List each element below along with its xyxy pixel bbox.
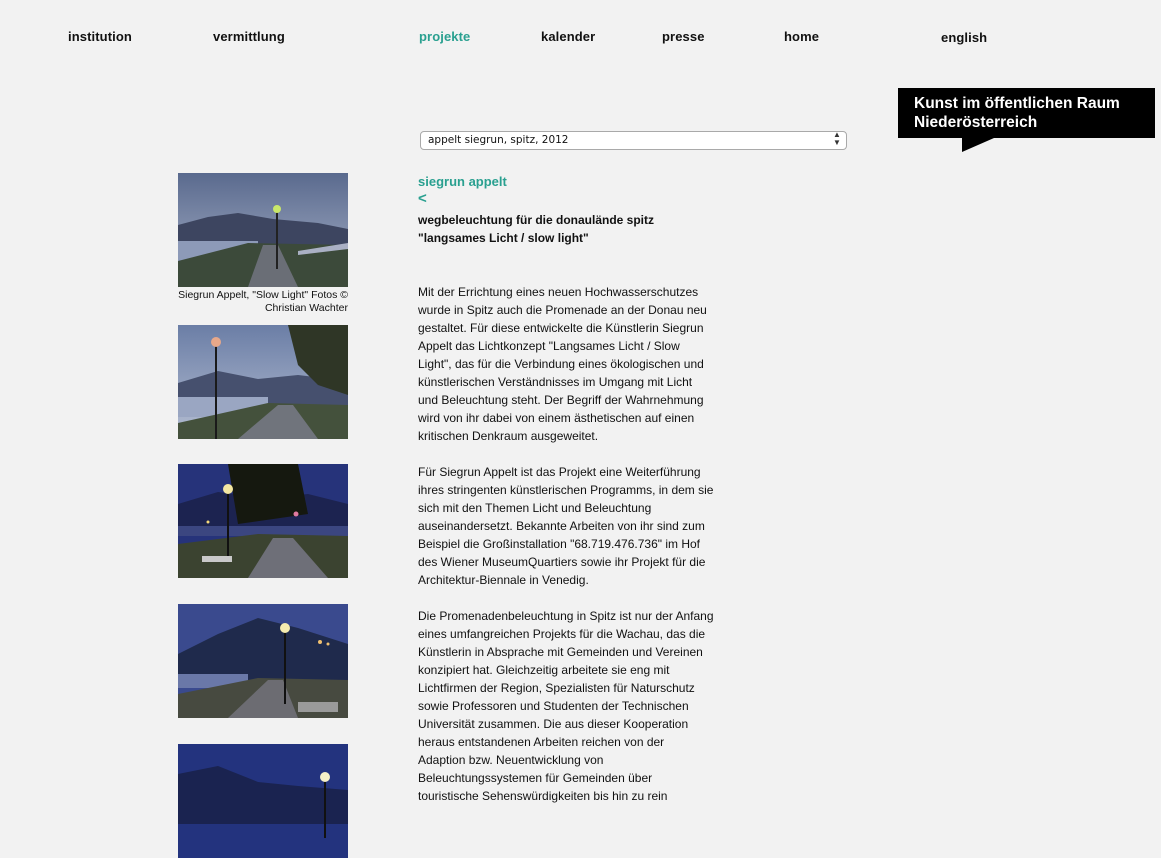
logo-line-1: Kunst im öffentlichen Raum — [914, 95, 1120, 112]
kunst-im-oeffentlichen-raum-logo[interactable] — [898, 88, 1155, 138]
nav-home[interactable]: home — [784, 29, 820, 44]
photo-promenade-night-3 — [178, 464, 348, 578]
gallery-image-3[interactable] — [178, 464, 348, 578]
artist-name: siegrun appelt — [418, 174, 507, 189]
gallery-image-4[interactable] — [178, 604, 348, 718]
photo-promenade-dusk-2 — [178, 325, 348, 439]
article-paragraph: Die Promenadenbeleuchtung in Spitz ist nur der Anfang eines umfangreichen Projekts für die Wachau, das die Künstlerin in Absprache mit Gemeinden und Vereinen konzipiert hat. Gleichzeitig arbeitete sie eng mit Lichtfirmen der Region, Spezialisten für Naturschutz sowie Professoren und Studenten der Technischen Universität zusammen. Die aus dieser Kooperation heraus entstandenen Arbeiten reichen von der Adaption bzw. Neuentwicklung von Beleuchtungssystemen für Gemeinden über touristische Sehenswürdigkeiten bis hin zu rein — [418, 609, 714, 803]
nav-institution[interactable]: institution — [68, 29, 132, 44]
nav-projekte[interactable]: projekte — [419, 29, 471, 44]
gallery-image-5[interactable] — [178, 744, 348, 858]
photo-promenade-dusk-1 — [178, 173, 348, 287]
article-paragraph: Für Siegrun Appelt ist das Projekt eine Weiterführung ihres stringenten künstlerischen Programms, in dem sie sich mit den Themen Licht und Beleuchtung auseinandersetzt. Bekannte Arbeiten von ihr sind zum Beispiel die Großinstallation "68.719.476.736" im Hof des Wiener MuseumQuartiers sowie ihr Projekt für die Architektur-Biennale in Venedig. — [418, 465, 714, 587]
nav-presse[interactable]: presse — [662, 29, 705, 44]
project-title-line-2: "langsames Licht / slow light" — [418, 231, 589, 245]
gallery-image-2[interactable] — [178, 325, 348, 439]
project-select-dropdown[interactable] — [420, 131, 847, 150]
gallery-photo-credit: Siegrun Appelt, "Slow Light" Fotos © Christian Wachter — [178, 289, 348, 314]
project-title-line-1: wegbeleuchtung für die donaulände spitz — [418, 213, 655, 227]
gallery-image-1[interactable] — [178, 173, 348, 287]
project-select-value: appelt siegrun, spitz, 2012 — [428, 134, 569, 146]
updown-arrows-icon: ▲ ▼ — [833, 130, 841, 147]
photo-promenade-night-5 — [178, 744, 348, 858]
logo-line-2: Niederösterreich — [914, 114, 1038, 131]
logo-speech-tail — [962, 138, 994, 152]
nav-english[interactable]: english — [941, 30, 988, 45]
article-body — [418, 283, 714, 823]
nav-kalender[interactable]: kalender — [541, 29, 596, 44]
nav-vermittlung[interactable]: vermittlung — [213, 29, 285, 44]
project-title — [418, 211, 718, 247]
photo-promenade-night-4 — [178, 604, 348, 718]
article-paragraph: Mit der Errichtung eines neuen Hochwasserschutzes wurde in Spitz auch die Promenade an der Donau neu gestaltet. Für diese entwickelte die Künstlerin Siegrun Appelt das Lichtkonzept "Langsames Licht / Slow Light", das für die Verbindung eines ökologischen und künstlerischen Verständnisses im Umgang mit Licht und Beleuchtung steht. Der Begriff der Wahrnehmung wird von ihr dabei von einem ästhetischen auf einen kritischen Denkraum ausgeweitet. — [418, 285, 707, 443]
back-link[interactable]: < — [418, 190, 427, 207]
